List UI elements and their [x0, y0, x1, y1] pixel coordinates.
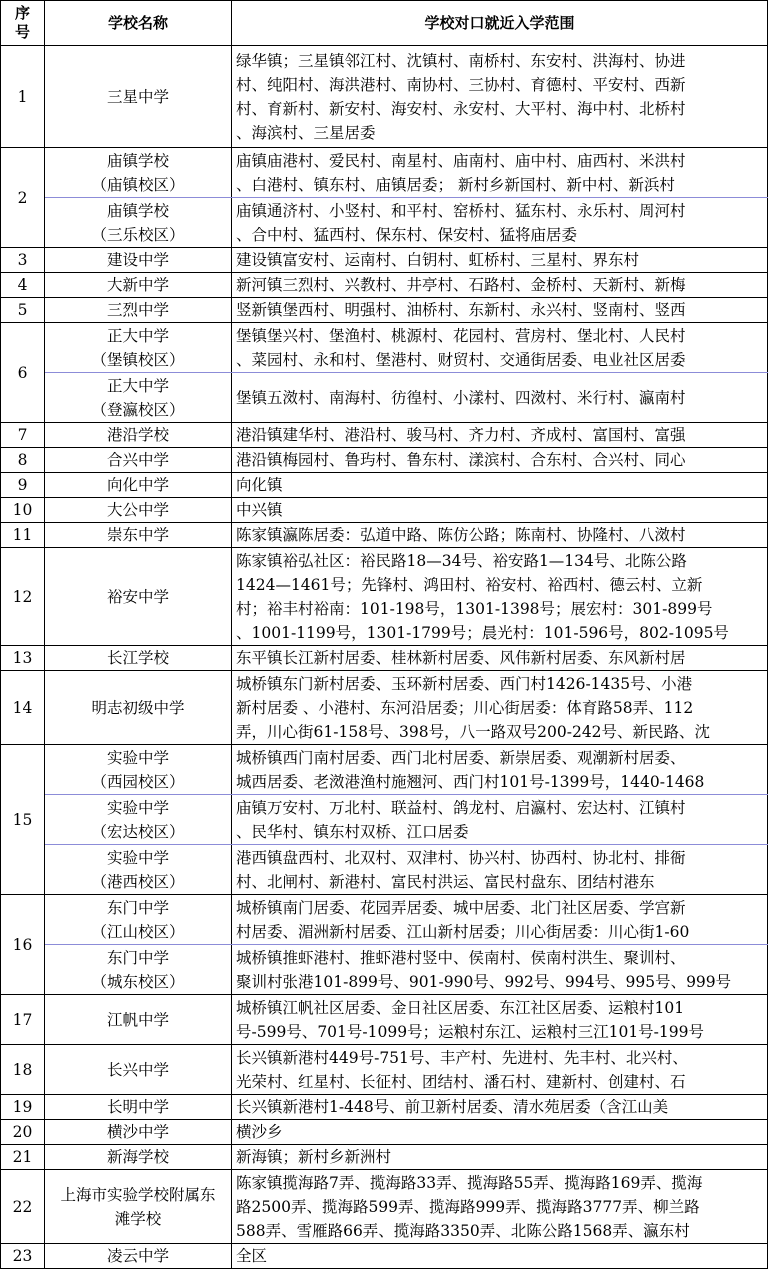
school-name: 江帆中学	[45, 995, 232, 1045]
admission-area: 堡镇五滧村、南海村、彷徨村、小漾村、四滧村、米行村、瀛南村	[232, 373, 768, 423]
row-number: 22	[1, 1170, 45, 1244]
school-name: 实验中学 （宏达校区）	[45, 795, 232, 845]
admission-area: 庙镇万安村、万北村、联益村、鸽龙村、启瀛村、宏达村、江镇村 、民华村、镇东村双桥、江口居委	[232, 795, 768, 845]
row-number: 5	[1, 298, 45, 323]
school-name: 正大中学 （堡镇校区）	[45, 323, 232, 373]
school-name: 长明中学	[45, 1095, 232, 1120]
row-number: 17	[1, 995, 45, 1045]
table-row	[1, 273, 768, 298]
school-name: 长兴中学	[45, 1045, 232, 1095]
admission-area: 绿华镇；三星镇邻江村、沈镇村、南桥村、东安村、洪海村、协进 村、纯阳村、海洪港村、南协村、三协村、育德村、平安村、西新 村、育新村、新安村、海安村、永安村、大平村、海中村、北桥村 、海滨村、三星居委	[232, 46, 768, 148]
school-name: 新海学校	[45, 1145, 232, 1170]
row-number: 12	[1, 548, 45, 646]
admission-area: 新海镇；新村乡新洲村	[232, 1145, 768, 1170]
admission-area: 长兴镇新港村1-448号、前卫新村居委、清水苑居委（含江山美	[232, 1095, 768, 1120]
school-name: 东门中学 （江山校区）	[45, 895, 232, 945]
header-num: 序 号	[1, 1, 45, 46]
table-row	[1, 895, 768, 945]
row-number: 4	[1, 273, 45, 298]
table-row	[1, 548, 768, 646]
table-row	[1, 448, 768, 473]
row-number: 9	[1, 473, 45, 498]
admission-area: 中兴镇	[232, 498, 768, 523]
row-number: 1	[1, 46, 45, 148]
row-number: 14	[1, 671, 45, 745]
school-name: 长江学校	[45, 646, 232, 671]
admission-area: 城桥镇江帆社区居委、金日社区居委、东江社区居委、运粮村101 号-599号、701号-1099号；运粮村东江、运粮村三江101号-199号	[232, 995, 768, 1045]
admission-area: 竖新镇堡西村、明强村、油桥村、东新村、永兴村、竖南村、竖西	[232, 298, 768, 323]
table-row	[1, 845, 768, 895]
school-name: 三星中学	[45, 46, 232, 148]
school-name: 向化中学	[45, 473, 232, 498]
row-number: 23	[1, 1244, 45, 1269]
row-number: 19	[1, 1095, 45, 1120]
admission-area: 城桥镇南门居委、花园弄居委、城中居委、北门社区居委、学宫新 村居委、湄洲新村居委、江山新村居委；川心街居委：川心街1-60	[232, 895, 768, 945]
school-name: 建设中学	[45, 248, 232, 273]
school-name: 港沿学校	[45, 423, 232, 448]
admission-area: 向化镇	[232, 473, 768, 498]
row-number: 18	[1, 1045, 45, 1095]
table-row	[1, 373, 768, 423]
table-row	[1, 298, 768, 323]
admission-area: 港沿镇梅园村、鲁玙村、鲁东村、漾滨村、合东村、合兴村、同心	[232, 448, 768, 473]
header-row	[1, 1, 768, 46]
header-area: 学校对口就近入学范围	[232, 1, 768, 46]
admission-area: 城桥镇东门新村居委、玉环新村居委、西门村1426-1435号、小港 新村居委 、小港村、东河沿居委；川心街居委：体育路58弄、112 弄，川心街61-158号、398号，八一路双号200-242号、新民路、沈	[232, 671, 768, 745]
school-name: 实验中学 （港西校区）	[45, 845, 232, 895]
row-number: 15	[1, 745, 45, 895]
school-name: 大公中学	[45, 498, 232, 523]
admission-area: 长兴镇新港村449号-751号、丰产村、先进村、先丰村、北兴村、 光荣村、红星村、长征村、团结村、潘石村、建新村、创建村、石	[232, 1045, 768, 1095]
admission-area: 陈家镇裕弘社区：裕民路18—34号、裕安路1—134号、北陈公路 1424—1461号；先锋村、鸿田村、裕安村、裕西村、德云村、立新 村；裕丰村裕南：101-198号，1301-1398号；展宏村：301-899号 、1001-1199号，1301-1799号；晨光村：101-596号，802-1095号	[232, 548, 768, 646]
row-number: 6	[1, 323, 45, 423]
table-row	[1, 1145, 768, 1170]
row-number: 7	[1, 423, 45, 448]
school-name: 上海市实验学校附属东 滩学校	[45, 1170, 232, 1244]
admission-area: 东平镇长江新村居委、桂林新村居委、风伟新村居委、东风新村居	[232, 646, 768, 671]
admission-area: 堡镇堡兴村、堡渔村、桃源村、花园村、营房村、堡北村、人民村 、菜园村、永和村、堡港村、财贸村、交通街居委、电业社区居委	[232, 323, 768, 373]
school-name: 庙镇学校 （庙镇校区）	[45, 148, 232, 198]
table-row	[1, 423, 768, 448]
table-row	[1, 198, 768, 248]
table-row	[1, 473, 768, 498]
row-number: 2	[1, 148, 45, 248]
school-name: 崇东中学	[45, 523, 232, 548]
admission-area: 新河镇三烈村、兴教村、井亭村、石路村、金桥村、天新村、新梅	[232, 273, 768, 298]
school-name: 裕安中学	[45, 548, 232, 646]
admission-area: 横沙乡	[232, 1120, 768, 1145]
row-number: 13	[1, 646, 45, 671]
school-name: 大新中学	[45, 273, 232, 298]
table-row	[1, 148, 768, 198]
school-name: 三烈中学	[45, 298, 232, 323]
table-row	[1, 1120, 768, 1145]
table-row	[1, 498, 768, 523]
admission-area: 庙镇通济村、小竖村、和平村、窑桥村、猛东村、永乐村、周河村 、合中村、猛西村、保东村、保安村、猛将庙居委	[232, 198, 768, 248]
row-number: 20	[1, 1120, 45, 1145]
row-number: 3	[1, 248, 45, 273]
school-name: 合兴中学	[45, 448, 232, 473]
school-name: 东门中学 （城东校区）	[45, 945, 232, 995]
school-name: 庙镇学校 （三乐校区）	[45, 198, 232, 248]
table-row	[1, 248, 768, 273]
school-name: 明志初级中学	[45, 671, 232, 745]
table-row	[1, 671, 768, 745]
school-name: 正大中学 （登瀛校区）	[45, 373, 232, 423]
admission-area: 建设镇富安村、运南村、白钥村、虹桥村、三星村、界东村	[232, 248, 768, 273]
admission-area: 庙镇庙港村、爱民村、南星村、庙南村、庙中村、庙西村、米洪村 、白港村、镇东村、庙镇居委； 新村乡新国村、新中村、新浜村	[232, 148, 768, 198]
admission-area: 陈家镇揽海路7弄、揽海路33弄、揽海路55弄、揽海路169弄、揽海 路2500弄、揽海路599弄、揽海路999弄、揽海路3777弄、柳兰路 588弄、雪雁路66弄、揽海路3350弄、北陈公路1568弄、瀛东村	[232, 1170, 768, 1244]
table-row	[1, 646, 768, 671]
admission-area: 港沿镇建华村、港沿村、骏马村、齐力村、齐成村、富国村、富强	[232, 423, 768, 448]
school-name: 横沙中学	[45, 1120, 232, 1145]
admission-area: 陈家镇瀛陈居委：弘道中路、陈仿公路；陈南村、协隆村、八滧村	[232, 523, 768, 548]
admission-area: 城桥镇推虾港村、推虾港村竖中、侯南村、侯南村洪生、聚训村、 聚训村张港101-899号、901-990号、992号、994号、995号、999号	[232, 945, 768, 995]
admission-area: 港西镇盘西村、北双村、双津村、协兴村、协西村、协北村、排衙 村、北闸村、新港村、富民村洪运、富民村盘东、团结村港东	[232, 845, 768, 895]
row-number: 11	[1, 523, 45, 548]
table-row	[1, 745, 768, 795]
table-row	[1, 1170, 768, 1244]
table-row	[1, 323, 768, 373]
table-row	[1, 523, 768, 548]
school-name: 实验中学 （西园校区）	[45, 745, 232, 795]
table-row	[1, 795, 768, 845]
row-number: 21	[1, 1145, 45, 1170]
school-name: 凌云中学	[45, 1244, 232, 1269]
admission-area: 全区	[232, 1244, 768, 1269]
admission-area: 城桥镇西门南村居委、西门北村居委、新崇居委、观潮新村居委、 城西居委、老滧港渔村施翘河、西门村101号-1399号，1440-1468	[232, 745, 768, 795]
table-row	[1, 945, 768, 995]
row-number: 10	[1, 498, 45, 523]
header-school-name: 学校名称	[45, 1, 232, 46]
table-row	[1, 995, 768, 1045]
row-number: 8	[1, 448, 45, 473]
table-row	[1, 1045, 768, 1095]
table-row	[1, 1095, 768, 1120]
table-row	[1, 46, 768, 148]
row-number: 16	[1, 895, 45, 995]
